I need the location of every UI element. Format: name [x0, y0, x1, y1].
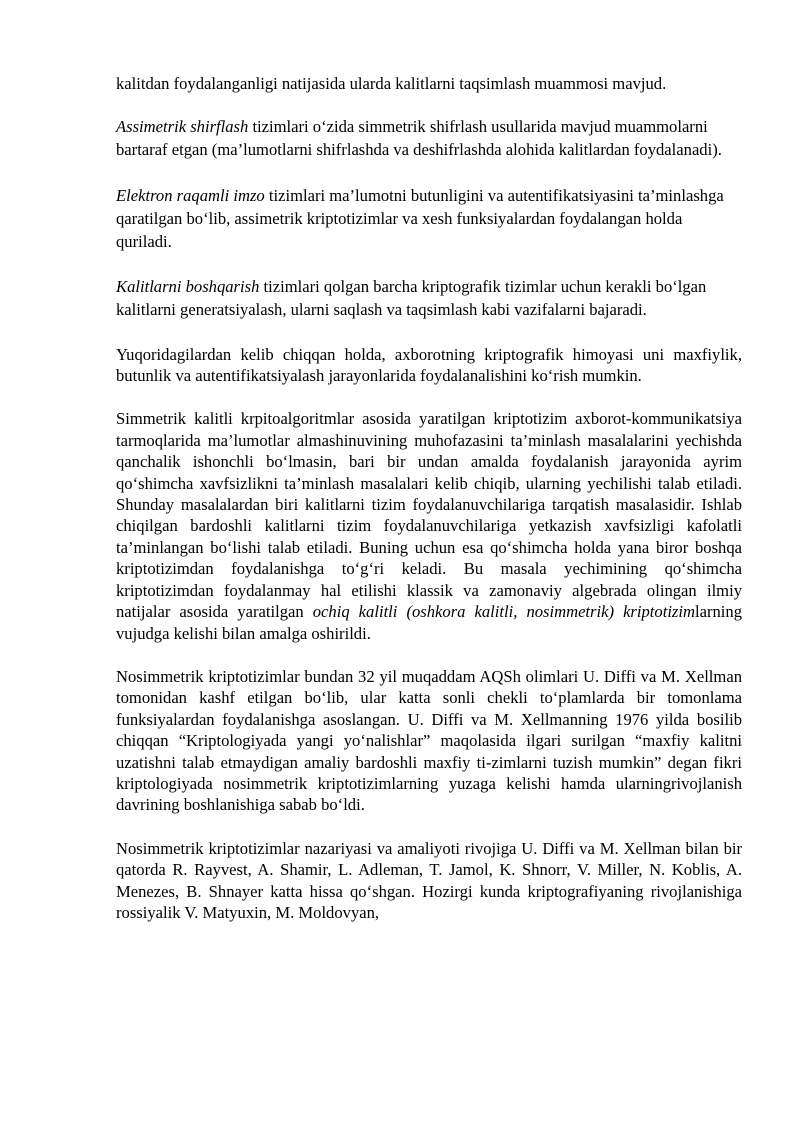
term-digital-signature: Elektron raqamli imzo [116, 185, 265, 205]
term-key-management: Kalitlarni boshqarish [116, 277, 260, 297]
paragraph-history [116, 666, 742, 816]
paragraph-summary [116, 344, 742, 387]
paragraph-key-management [116, 275, 742, 321]
term-asymmetric: Assimetrik shirflash [116, 117, 249, 137]
summary-text: Yuqoridagilardan kelib chiqqan holda, axborotning kriptografik himoyasi uni maxfiylik, butunlik va autentifikatsiyalash jarayonlarida foydalanalishini ko‘rish mumkin. [116, 344, 742, 386]
digital-signature-text: tizimlari ma’lumotni butunligini va autentifikatsiyasini ta’minlashga qaratilgan bo‘lib, assimetrik kriptotizimlar va xesh funksiyalardan foydalangan holda quriladi. [116, 185, 724, 252]
paragraph-asymmetric [116, 115, 742, 161]
asymmetric-text: tizimlari o‘zida simmetrik shifrlash usullarida mavjud muammolarni bartaraf etgan (ma’lumotlarni shifrlashda va deshifrlashda alohida kalitlardan foydalanadi). [116, 117, 722, 160]
term-public-key-cryptosystem: ochiq kalitli (oshkora kalitli, nosimmetrik) kriptotizim [312, 602, 695, 622]
paragraph-digital-signature [116, 184, 742, 254]
paragraph-contributors [116, 838, 742, 924]
history-text: Nosimmetrik kriptotizimlar bundan 32 yil muqaddam AQSh olimlari U. Diffi va M. Xellman tomonidan kashf etilgan bo‘lib, ular katta sonli chekli to‘plamlarda bir tomonlama funksiyalardan foydalanishga asoslangan. U. Diffi va M. Xellmanning 1976 yilda bosilib chiqqan “Kriptologiyada yangi yo‘nalishlar” maqolasida ilgari surilgan “maxfiy kalitni uzatishni talab etmaydigan amaliy bardoshli maxfiy ti-zimlarni tuzish mumkin” degan fikri kriptologiyada nosimmetrik kriptotizimlarning yuzaga kelishi hamda ularningrivojlanish davrining boshlanishiga sabab bo‘ldi. [116, 666, 742, 815]
symmetric-text-before: Simmetrik kalitli krpitoalgoritmlar asosida yaratilgan kriptotizim axborot-kommunikatsiya tarmoqlarida ma’lumotlar almashinuvining muhofazasini ta’minlash masalalarini yechishda qanchalik ishonchli bo‘lmasin, bari bir undan amalda foydalanish jarayonida ayrim qo‘shimcha xavfsizlikni ta’minlash masalalari kelib chiqib, ularning yechilishi talab etiladi. Shunday masalalardan biri kalitlarni tizim foydalanuvchilariga tarqatish masalasidir. Ishlab chiqilgan bardoshli kalitlarni tizim foydalanuvchilariga yetkazish xavfsizligi kafolatli ta’minlangan bo‘lishi talab etiladi. Buning uchun esa qo‘shimcha holda yana biror boshqa kriptotizimdan foydalanishga to‘g‘ri keladi. Bu masala yechimining qo‘shimcha kriptotizimdan foydalanmay hal etilishi klassik va zamonaviy algebrada olingan ilmiy natijalar asosida yaratilgan [116, 409, 742, 622]
paragraph-intro [116, 72, 742, 95]
paragraph-symmetric [116, 408, 742, 643]
symmetric-text-after: larning vujudga kelishi bilan amalga oshirildi. [116, 602, 742, 643]
key-management-text: tizimlari qolgan barcha kriptografik tizimlar uchun kerakli bo‘lgan kalitlarni generatsiyalash, ularni saqlash va taqsimlash kabi vazifalarni bajaradi. [116, 277, 707, 320]
intro-text: kalitdan foydalanganligi natijasida ularda kalitlarni taqsimlash muammosi mavjud. [116, 74, 667, 93]
contributors-text: Nosimmetrik kriptotizimlar nazariyasi va amaliyoti rivojiga U. Diffi va M. Xellman bilan bir qatorda R. Rayvest, A. Shamir, L. Adleman, T. Jamol, K. Shnorr, V. Miller, N. Koblis, A. Menezes, B. Shnayer katta hissa qo‘shgan. Hozirgi kunda kriptografiyaning rivojlanishiga rossiyalik V. Matyuxin, M. Moldovyan, [116, 838, 742, 922]
document-page [116, 72, 742, 945]
